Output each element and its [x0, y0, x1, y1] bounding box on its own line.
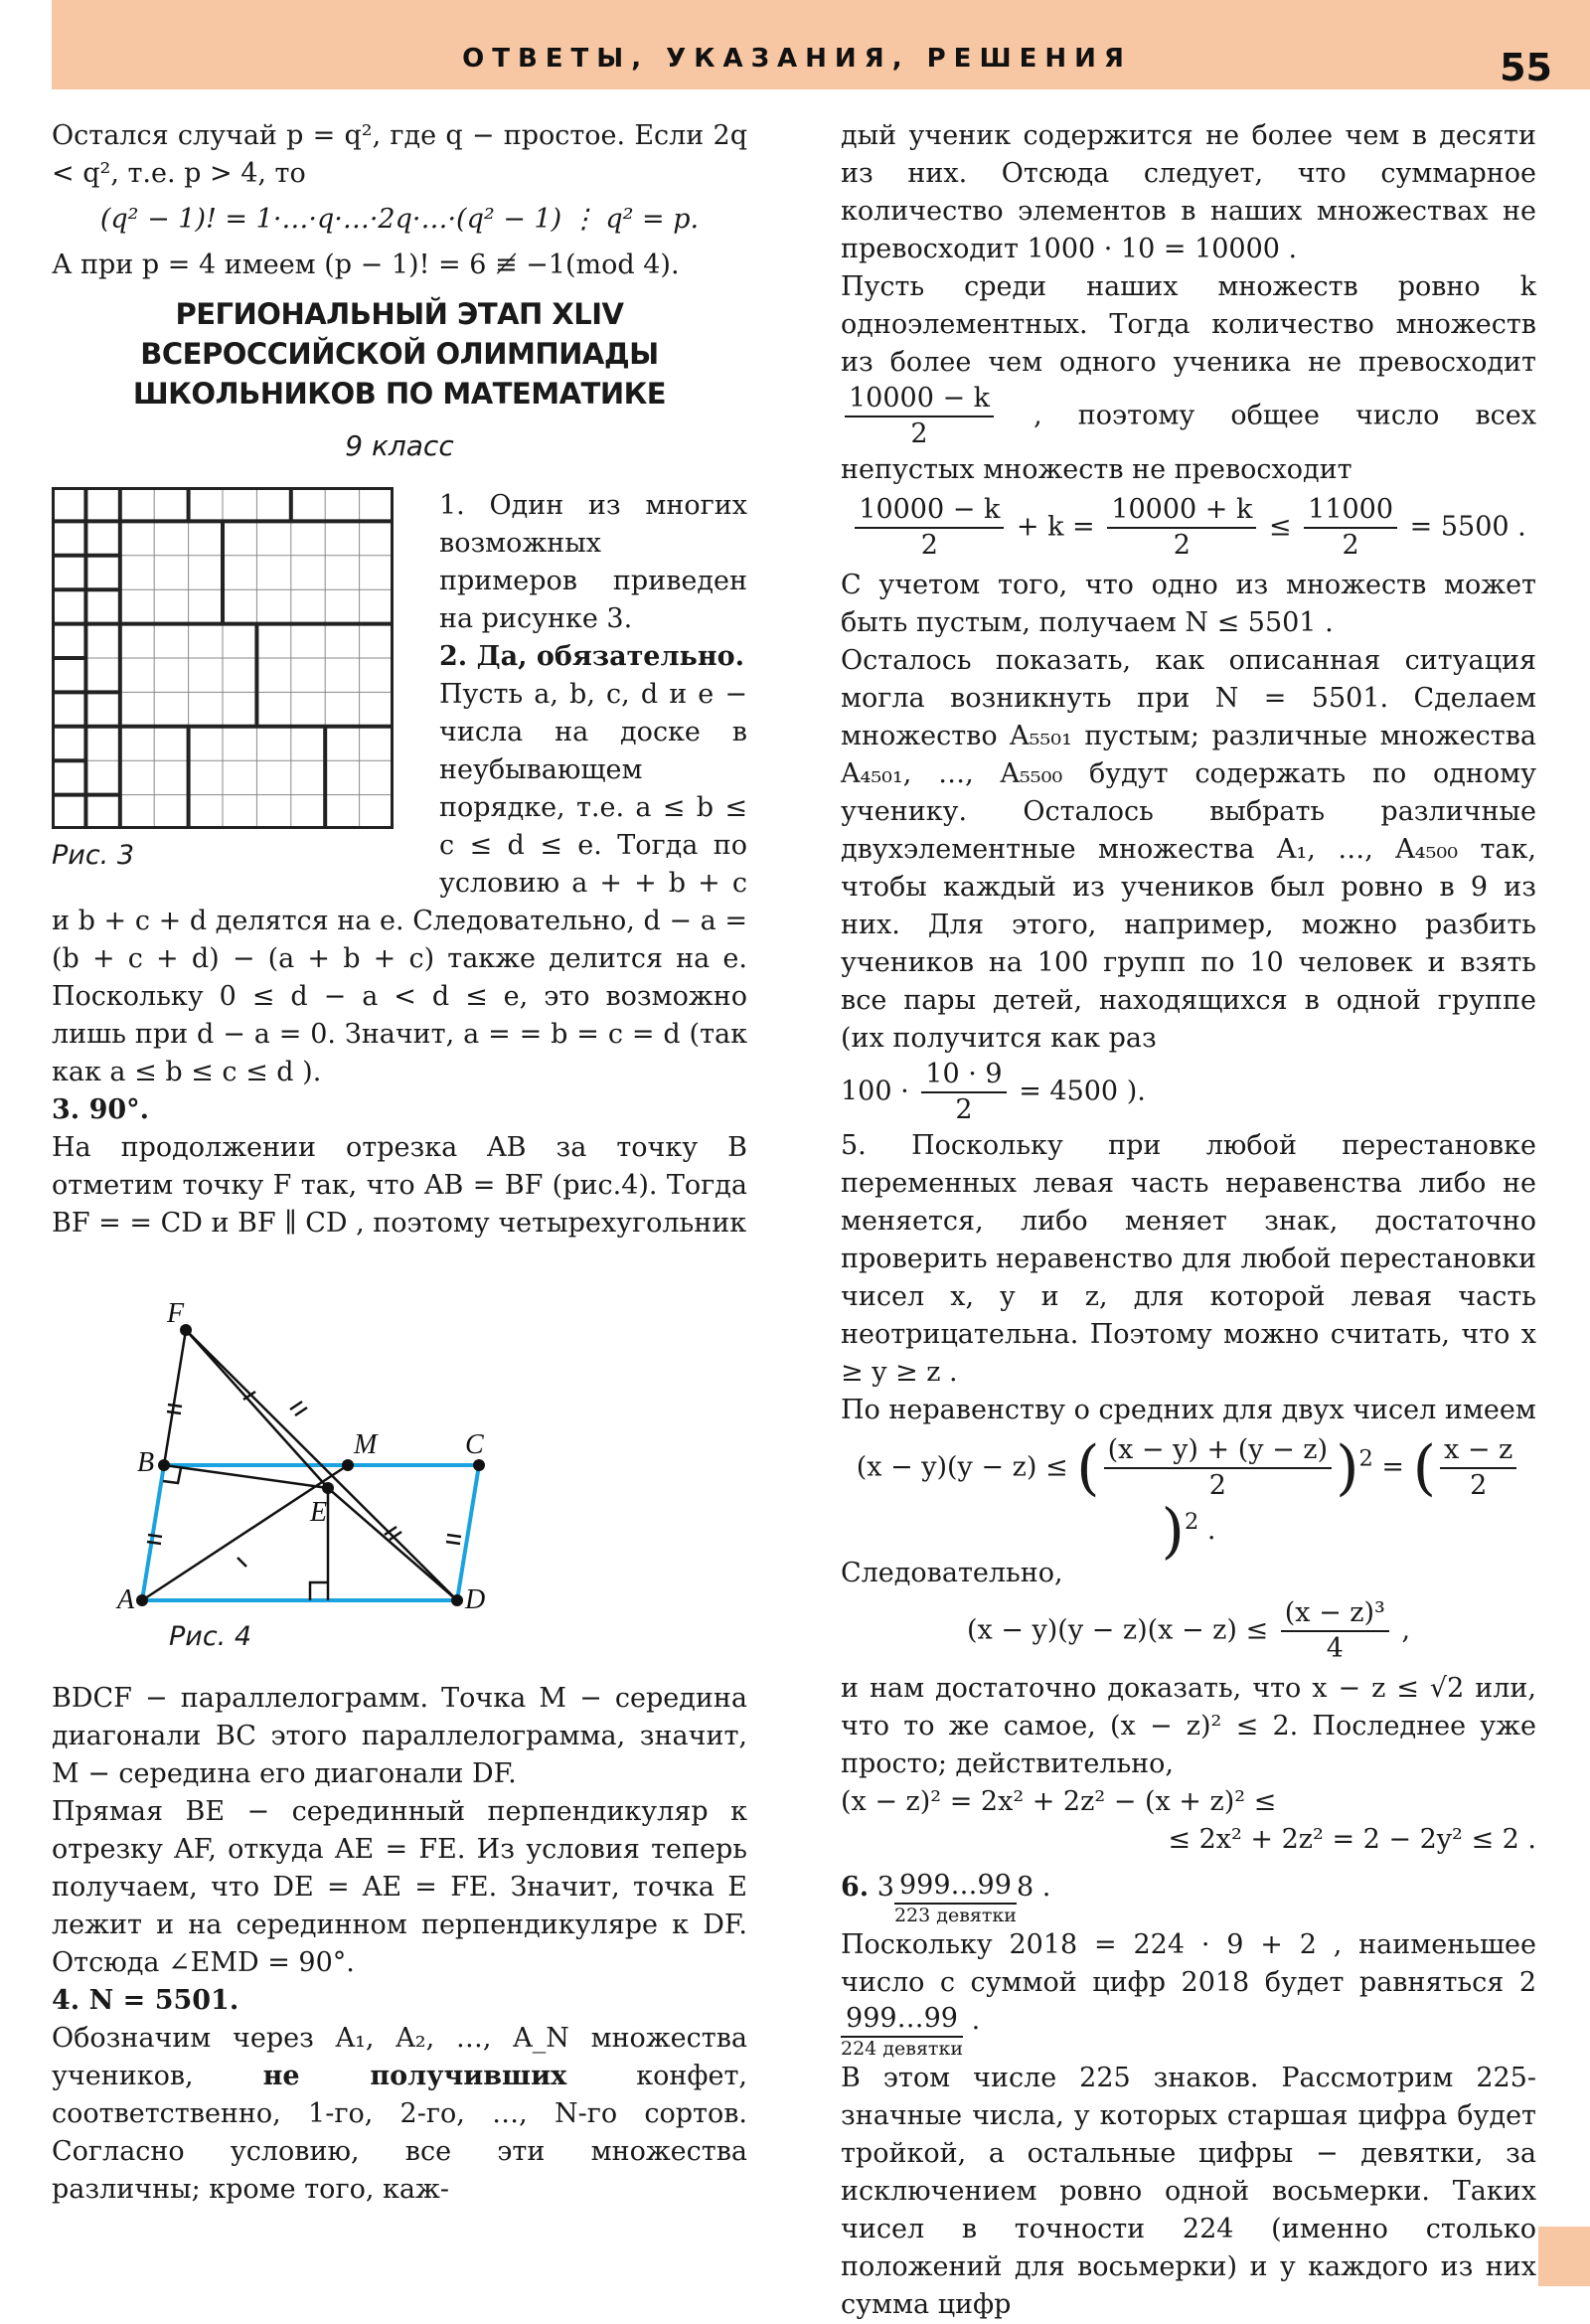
right-p1: дый ученик содержится не более чем в десяти из них. Отсюда следует, что суммарное количество элементов в наших множествах не превосходит 1000 · 10 = 10000 .: [841, 120, 1536, 264]
answer-6-pre: 3: [876, 1871, 894, 1903]
section-title-line-1: РЕГИОНАЛЬНЫЙ ЭТАП XLIV: [175, 297, 624, 331]
eq2-end: = 5500 .: [1409, 511, 1526, 543]
fraction-num: 10 · 9: [921, 1058, 1006, 1093]
eq4-pre: (x − y)(y − z)(x − z) ≤: [966, 1614, 1269, 1645]
underbrace-digits: 999…99: [841, 2002, 963, 2038]
page-header: [52, 0, 1590, 89]
fraction-den: 2: [1208, 1470, 1226, 1501]
fraction: [845, 382, 994, 451]
answer-6: [841, 1869, 1536, 1926]
fraction-den: 2: [920, 530, 938, 561]
fraction: [1440, 1433, 1516, 1503]
fraction-num: 11000: [1304, 493, 1397, 529]
eq3-mid: =: [1381, 1451, 1405, 1483]
p4-eq-post: = 4500 ).: [1019, 1076, 1146, 1107]
side-tab: [1538, 2227, 1590, 2286]
right-p7: и нам достаточно доказать, что x − z ≤ √2 или, что то же самое, (x − z)² ≤ 2. Последнее уже просто; действительно,: [841, 1672, 1536, 1779]
label-C: C: [465, 1429, 484, 1460]
equation-5-line-2: ≤ 2x² + 2z² = 2 − 2y² ≤ 2 .: [1168, 1823, 1536, 1855]
fraction-num: 10000 − k: [855, 493, 1004, 529]
figure-3: [52, 487, 421, 875]
figure-4-caption: Рис. 4: [169, 1621, 252, 1652]
left-column: [52, 117, 747, 2209]
label-D: D: [465, 1584, 486, 1615]
fraction: [1104, 1433, 1332, 1503]
label-M: M: [354, 1429, 378, 1460]
fraction-den: 2: [910, 418, 928, 449]
answer-4-text-bold: не получивших: [262, 2061, 567, 2091]
fraction-den: 2: [955, 1094, 973, 1125]
right-p5: По неравенству о средних для двух чисел имеем: [841, 1395, 1536, 1425]
section-title-line-3: ШКОЛЬНИКОВ ПО МАТЕМАТИКЕ: [132, 377, 667, 411]
fraction-den: 2: [1342, 530, 1359, 561]
fraction: [855, 493, 1004, 563]
figure-4: [111, 1250, 578, 1618]
header-title: ОТВЕТЫ, УКАЗАНИЯ, РЕШЕНИЯ: [462, 44, 1132, 74]
fraction-num: 10000 − k: [845, 382, 994, 417]
answer-2-text: Пусть a, b, c, d и e − числа на доске в неубывающем порядке, т.е. a ≤ b ≤ c ≤ d ≤ e. Тогда по условию a + + b + c и b + c + d делятся на e. Следовательно, d − a = (b + c + d) − (a + b + c) также делится на e. Поскольку 0 ≤ d − a < d ≤ e, это возможно лишь при d − a = 0. Значит, a = = b = c = d (так как a ≤ b ≤ c ≤ d ).: [52, 679, 747, 1087]
answer-1: 1. Один из многих возможных примеров приведен на рисунке 3.: [439, 490, 747, 634]
right-p9: В этом числе 225 знаков. Рассмотрим 225-значные числа, у которых старшая цифра будет тройкой, а остальные цифры − девятки, за исключением ровно одной восьмерки. Таких чисел в точности 224 (именно столько положений для восьмерки) и у каждого из них сумма цифр: [841, 2062, 1536, 2320]
answer-6-head: 6.: [841, 1871, 870, 1903]
answer-6-post: 8 .: [1016, 1871, 1051, 1903]
left-p2: А при p = 4 имеем (p − 1)! = 6 ≢ −1(mod 4).: [52, 249, 680, 280]
underbrace-label: 224 девятки: [841, 2037, 963, 2060]
fraction-den: 2: [1173, 530, 1191, 561]
eq3-pre: (x − y)(y − z) ≤: [856, 1451, 1068, 1483]
underbrace-digits: 999…99: [894, 1869, 1017, 1905]
answer-2-head: 2. Да, обязательно.: [439, 641, 745, 672]
right-p8: Поскольку 2018 = 224 · 9 + 2 , наименьшее число с суммой цифр 2018 будет равняться 2 999…99 224 девятки .: [841, 1928, 1536, 2060]
label-F: F: [167, 1298, 185, 1329]
answer-3-head: 3. 90°.: [52, 1094, 150, 1125]
left-p1: Остался случай p = q², где q − простое. Если 2q < q², т.е. p > 4, то: [52, 120, 747, 189]
page-number: 55: [1500, 46, 1552, 89]
answer-4-head: 4. N = 5501.: [52, 1985, 239, 2016]
section-title-line-2: ВСЕРОССИЙСКОЙ ОЛИМПИАДЫ: [140, 337, 659, 371]
right-column: [841, 117, 1536, 2324]
eq2-mid: + k =: [1016, 511, 1095, 543]
right-p4: Осталось показать, как описанная ситуация могла возникнуть при N = 5501. Сделаем множество A₅₅₀₁ пустым; различные множества A₄₅₀₁, …, A₅₅₀₀ будут содержать по одному ученику. Осталось выбрать различные двухэлементные множества A₁, …, A₄₅₀₀ так, чтобы каждый из учеников был ровно в 9 из них. Для этого, например, можно разбить учеников на 100 групп по 10 человек и взять все пары детей, находящихся в одной группе (их получится как раз: [841, 645, 1536, 1054]
answer-3-text-3: Прямая BE − серединный перпендикуляр к отрезку AF, откуда AE = FE. Из условия теперь получаем, что DE = AE = FE. Значит, точка E лежит и на серединном перпендикуляре к DF. Отсюда ∠EMD = 90°.: [52, 1796, 747, 1978]
fraction-den: 2: [1470, 1470, 1488, 1501]
grade-label: 9 класс: [345, 429, 454, 462]
right-p2-post: , поэтому общее число всех непустых множеств не превосходит: [841, 400, 1536, 485]
equation-2: [841, 493, 1536, 563]
right-p2: [841, 268, 1536, 489]
right-p4-eq: [841, 1058, 1536, 1127]
right-p2-pre: Пусть среди наших множеств ровно k одноэлементных. Тогда количество множеств из более чем одного ученика не превосходит: [841, 271, 1536, 378]
fraction-den: 4: [1326, 1632, 1344, 1664]
fraction-num: x − z: [1440, 1433, 1516, 1469]
fraction: [1107, 493, 1256, 563]
left-eq1: (q² − 1)! = 1·…·q·…·2q·…·(q² − 1) ⋮ q² = p.: [99, 204, 700, 235]
eq2-le: ≤: [1268, 511, 1292, 543]
fraction-num: (x − y) + (y − z): [1104, 1433, 1332, 1469]
answer-4-text: [52, 2020, 747, 2209]
answer-3-text-2: BDCF − параллелограмм. Точка M − середина диагонали BC этого параллелограмма, значит, M − середина его диагонали DF.: [52, 1683, 747, 1789]
answer-3-text-1: На продолжении отрезка AB за точку B отметим точку F так, что AB = BF (рис.4). Тогда BF = = CD и BF ∥ CD , поэтому четырехугольник: [52, 1132, 747, 1239]
fraction: [921, 1058, 1006, 1127]
equation-5-line-1: (x − z)² = 2x² + 2z² − (x + z)² ≤: [841, 1785, 1277, 1817]
equation-3: (x − y)(y − z) ≤ ( $\frac{(x - y) + (y - z)}{2}$ )$^2$ = ( $\frac{x - z}{2}$ )$^2$ .: [841, 1433, 1536, 1551]
section-title: [52, 294, 747, 414]
answer-5: 5. Поскольку при любой перестановке переменных левая часть неравенства либо не меняется, либо меняет знак, достаточно проверить неравенство для любой перестановки чисел x, y и z, для которой левая часть неотрицательна. Поэтому можно считать, что x ≥ y ≥ z .: [841, 1130, 1536, 1388]
right-p8-pre: Поскольку 2018 = 224 · 9 + 2 , наименьшее число с суммой цифр 2018 будет равняться 2: [841, 1928, 1536, 1998]
p4-eq-pre: 100 ·: [841, 1076, 909, 1107]
label-A: A: [117, 1584, 135, 1615]
underbrace: [841, 2002, 963, 2060]
underbrace-label: 223 девятки: [893, 1904, 1017, 1926]
fraction: [1281, 1596, 1389, 1666]
underbrace: [894, 1869, 1017, 1926]
fraction-num: 10000 + k: [1107, 493, 1256, 529]
label-B: B: [137, 1447, 155, 1478]
right-p6: Следовательно,: [841, 1557, 1063, 1588]
equation-4: (x − y)(y − z)(x − z) ≤ $\frac{\text{(x − z)³}}{4}$ ,: [966, 1596, 1411, 1664]
right-p3: С учетом того, что одно из множеств может быть пустым, получаем N ≤ 5501 .: [841, 570, 1536, 638]
grid-figure: [52, 487, 394, 829]
fraction-num: (x − z)³: [1281, 1596, 1389, 1632]
figure-3-caption: Рис. 3: [52, 840, 135, 871]
answer-4-text-pre: Обозначим через A₁, A₂, …, A_N множества учеников,: [52, 2023, 747, 2091]
answer-4-text-post: конфет, соответственно, 1-го, 2-го, …, N-го сортов. Согласно условию, все эти множества различны; кроме того, каж-: [52, 2061, 747, 2205]
fraction: [1304, 493, 1397, 563]
label-E: E: [310, 1497, 328, 1528]
